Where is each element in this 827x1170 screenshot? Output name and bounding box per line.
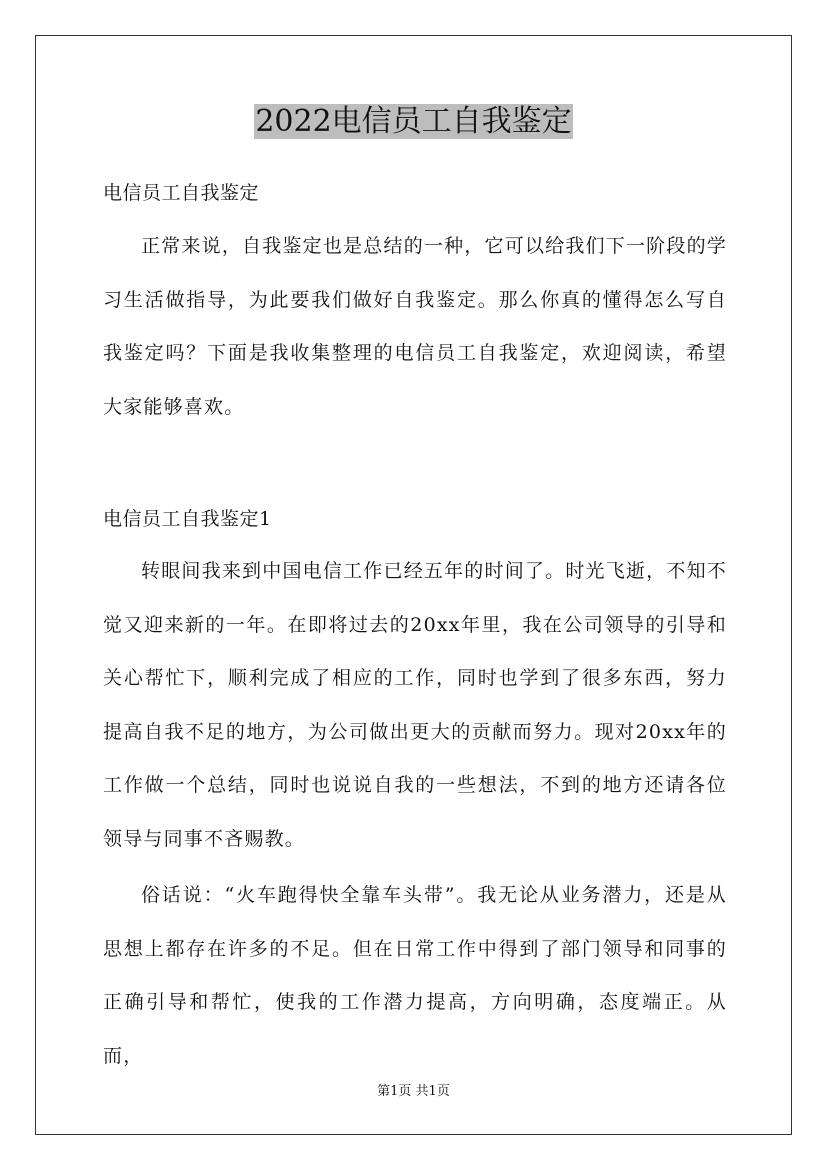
intro-heading: 电信员工自我鉴定 <box>103 182 260 204</box>
section-1-paragraph-2: 俗话说：“火车跑得快全靠车头带”。我无论从业务潜力，还是从思想上都存在许多的不足。但在日常工作中得到了部门领导和同事的正确引导和帮忙，使我的工作潜力提高，方向明确，态度端正。从而， <box>103 884 727 1067</box>
intro-paragraph: 正常来说，自我鉴定也是总结的一种，它可以给我们下一阶段的学习生活做指导，为此要我们做好自我鉴定。那么你真的懂得怎么写自我鉴定吗？下面是我收集整理的电信员工自我鉴定，欢迎阅读，希望大家能够喜欢。 <box>103 235 727 418</box>
page-footer: 第1页 共1页 <box>377 1084 450 1099</box>
section-1-paragraph-1: 转眼间我来到中国电信工作已经五年的时间了。时光飞逝，不知不觉又迎来新的一年。在即将过去的20xx年里，我在公司领导的引导和关心帮忙下，顺利完成了相应的工作，同时也学到了很多东西，努力提高自我不足的地方，为公司做出更大的贡献而努力。现对20xx年的工作做一个总结，同时也说说自我的一些想法，不到的地方还请各位领导与同事不吝赐教。 <box>103 560 727 850</box>
section-1-heading: 电信员工自我鉴定1 <box>103 508 272 530</box>
document-title-text: 2022电信员工自我鉴定 <box>255 104 572 139</box>
document-title <box>0 100 827 144</box>
